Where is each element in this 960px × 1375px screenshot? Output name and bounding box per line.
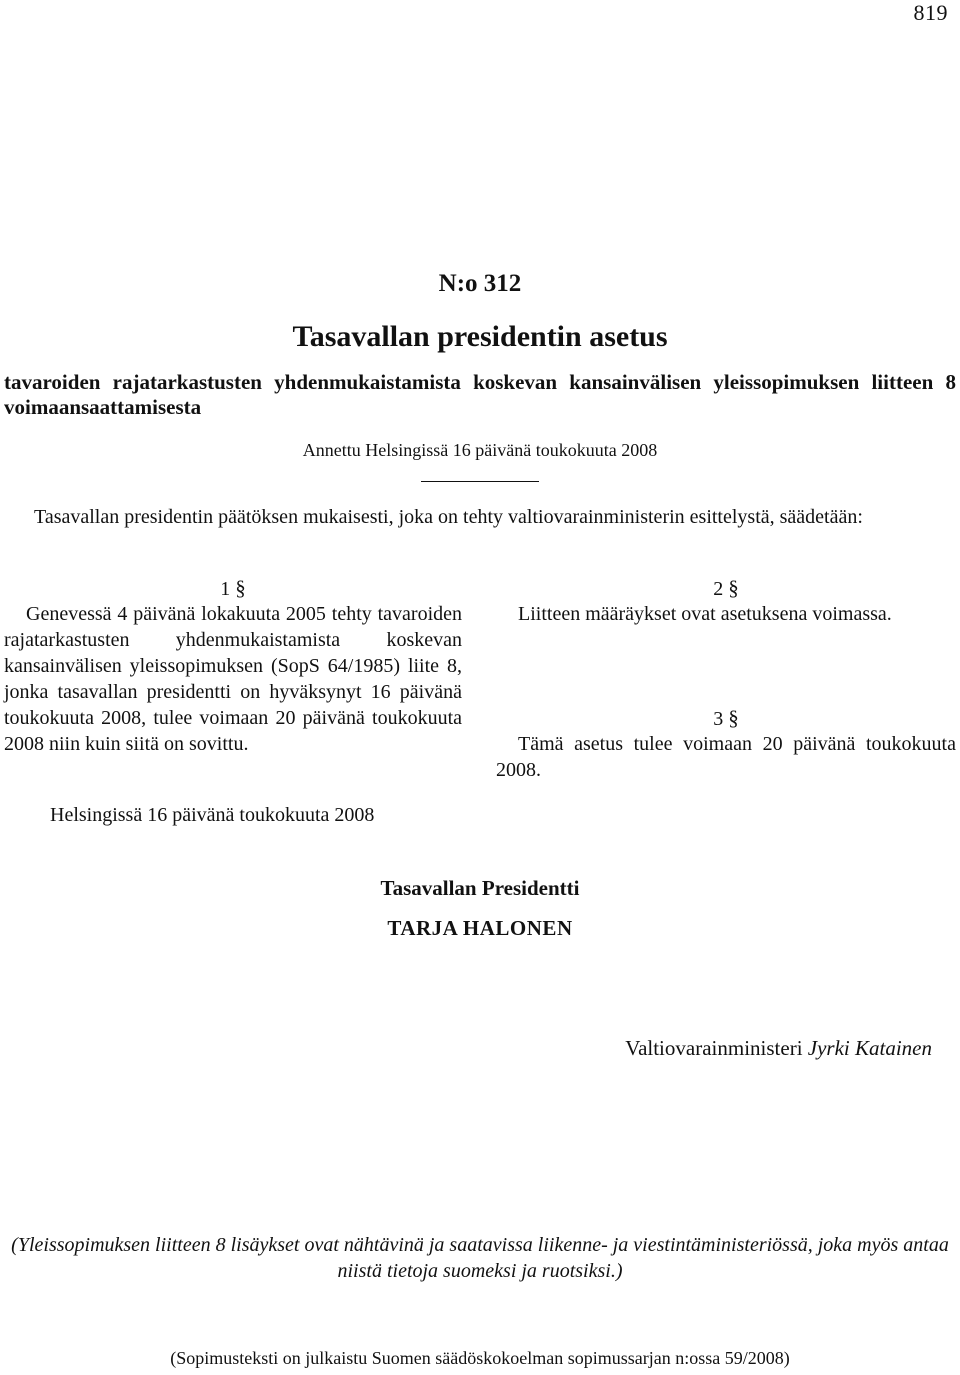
divider-rule	[421, 481, 539, 482]
section-3	[496, 706, 956, 783]
minister-name: Jyrki Katainen	[807, 1036, 932, 1060]
section-1	[4, 576, 462, 757]
page-number: 819	[913, 0, 948, 25]
section-2	[496, 576, 956, 627]
section-number: 2	[713, 578, 724, 600]
decree-title: Tasavallan presidentin asetus	[292, 320, 668, 353]
minister-title: Valtiovarainministeri	[625, 1036, 803, 1060]
signatory-title: Tasavallan Presidentti	[380, 876, 580, 900]
section-sign-icon: §	[728, 706, 739, 730]
issued-line: Annettu Helsingissä 16 päivänä toukokuuta 2008	[302, 440, 658, 460]
publication-footer: (Sopimusteksti on julkaistu Suomen säädöskokoelman sopimussarjan n:ossa 59/2008)	[170, 1348, 790, 1368]
preamble: Tasavallan presidentin päätöksen mukaisesti, joka on tehty valtiovarainministerin esittelystä, säädetään:	[34, 506, 863, 528]
section-text: Tämä asetus tulee voimaan 20 päivänä toukokuuta 2008.	[496, 733, 956, 781]
section-sign-icon: §	[235, 576, 246, 600]
countersignature	[0, 1036, 932, 1061]
section-heading	[4, 576, 462, 601]
signature-place-date: Helsingissä 16 päivänä toukokuuta 2008	[50, 804, 375, 826]
decree-number: N:o 312	[438, 270, 522, 297]
section-text: Liitteen määräykset ovat asetuksena voimassa.	[518, 603, 892, 625]
section-heading	[496, 706, 956, 731]
decree-subtitle: tavaroiden rajatarkastusten yhdenmukaistamista koskevan kansainvälisen yleissopimuksen liitteen 8 voimaansaattamisesta	[4, 370, 956, 419]
section-number: 1	[220, 578, 231, 600]
annex-note: (Yleissopimuksen liitteen 8 lisäykset ovat nähtävinä ja saatavissa liikenne- ja viestintäministeriössä, joka myös antaa niistä tietoja suomeksi ja ruotsiksi.)	[11, 1234, 949, 1282]
section-number: 3	[713, 708, 724, 730]
section-text: Genevessä 4 päivänä lokakuuta 2005 tehty tavaroiden rajatarkastusten yhdenmukaistamista koskevan kansainvälisen yleissopimuksen (SopS 64/1985) liite 8, jonka tasavallan presidentti on hyväksynyt 16 päivänä toukokuuta 2008, tulee voimaan 20 päivänä toukokuuta 2008 niin kuin siitä on sovittu.	[4, 603, 462, 755]
section-heading	[496, 576, 956, 601]
signatory-name: TARJA HALONEN	[387, 916, 573, 940]
section-sign-icon: §	[728, 576, 739, 600]
